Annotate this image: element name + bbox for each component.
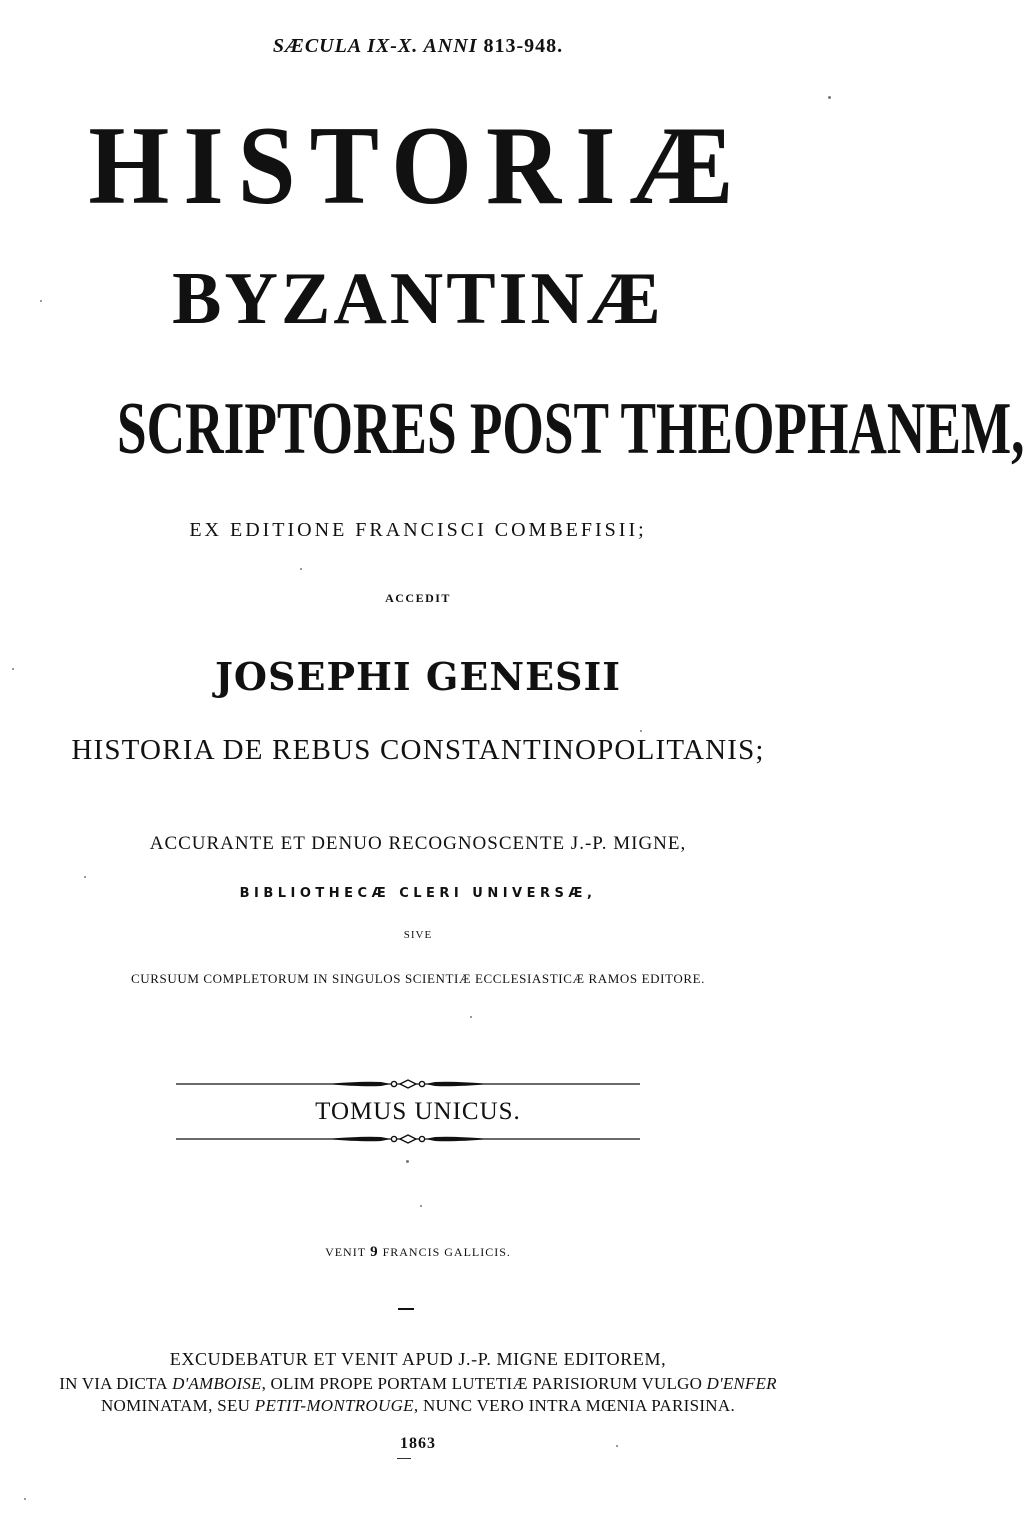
- imprint-nominatam-line: [0, 1397, 836, 1414]
- ornament-rule-top-icon: [176, 1077, 640, 1091]
- ornament-rule-bottom-icon: [176, 1132, 640, 1146]
- imprint-nunc-vero: , NUNC VERO INTRA MŒNIA PARISINA.: [413, 1396, 735, 1415]
- title-scriptores: SCRIPTORES POST THEOPHANEM,: [117, 388, 1025, 470]
- imprint-excudebatur: EXCUDEBATUR ET VENIT APUD J.-P. MIGNE EDITOREM,: [169, 1349, 667, 1369]
- print-speck: [640, 730, 642, 732]
- ornament-rule-top: [176, 1077, 640, 1091]
- price-venit: VENIT: [325, 1245, 367, 1259]
- accurante-line: ACCURANTE ET DENUO RECOGNOSCENTE J.-P. MIGNE,: [149, 833, 687, 854]
- ornament-rule-bottom: [176, 1132, 640, 1146]
- sive-line: SIVE: [403, 929, 433, 941]
- print-speck: [84, 876, 86, 878]
- author-name: JOSEPHI GENESII: [214, 654, 622, 699]
- price-currency: FRANCIS GALLICIS.: [382, 1245, 511, 1259]
- publication-year: 1863: [400, 1435, 436, 1452]
- imprint-nominatam: NOMINATAM, SEU: [100, 1396, 251, 1415]
- accedit-line: ACCEDIT: [385, 591, 451, 605]
- tomus-unicus: TOMUS UNICUS.: [315, 1098, 521, 1125]
- saecula-years: 813-948.: [483, 35, 564, 57]
- print-speck: [470, 1016, 472, 1018]
- price-number: 9: [370, 1244, 379, 1260]
- separator-dash-small: [397, 1458, 411, 1459]
- work-title: HISTORIA DE REBUS CONSTANTINOPOLITANIS;: [71, 734, 765, 766]
- print-speck: [616, 1445, 618, 1447]
- print-speck: [420, 1205, 422, 1207]
- imprint-enfer: D'ENFER: [706, 1374, 777, 1393]
- saecula-text: SÆCULA IX-X. ANNI: [272, 35, 478, 57]
- bibliothecae-line: BIBLIOTHECÆ CLERI UNIVERSÆ,: [239, 886, 597, 901]
- print-speck: [12, 668, 14, 670]
- imprint-address-line: [0, 1375, 836, 1392]
- print-speck: [24, 1498, 26, 1500]
- cursuum-line: CURSUUM COMPLETORUM IN SINGULOS SCIENTIÆ ECCLESIASTICÆ RAMOS EDITORE.: [131, 971, 705, 986]
- price-line: [0, 1245, 836, 1260]
- imprint-olim: , OLIM PROPE PORTAM LUTETIÆ PARISIORUM VULGO: [261, 1374, 703, 1393]
- ex-editione-line: EX EDITIONE FRANCISCI COMBEFISII;: [189, 519, 647, 541]
- imprint-petit-montrouge: PETIT-MONTROUGE: [254, 1396, 414, 1415]
- title-historiae: HISTORIÆ: [88, 103, 748, 228]
- print-speck: [40, 300, 42, 302]
- separator-dash: [398, 1308, 414, 1310]
- imprint-amboise: D'AMBOISE: [172, 1374, 262, 1393]
- imprint-in-via: IN VIA DICTA: [59, 1374, 168, 1393]
- print-speck: [828, 96, 831, 99]
- saecula-header: [0, 36, 836, 56]
- print-speck: [300, 568, 302, 570]
- title-byzantinae: BYZANTINÆ: [172, 258, 664, 340]
- print-speck: [406, 1160, 409, 1163]
